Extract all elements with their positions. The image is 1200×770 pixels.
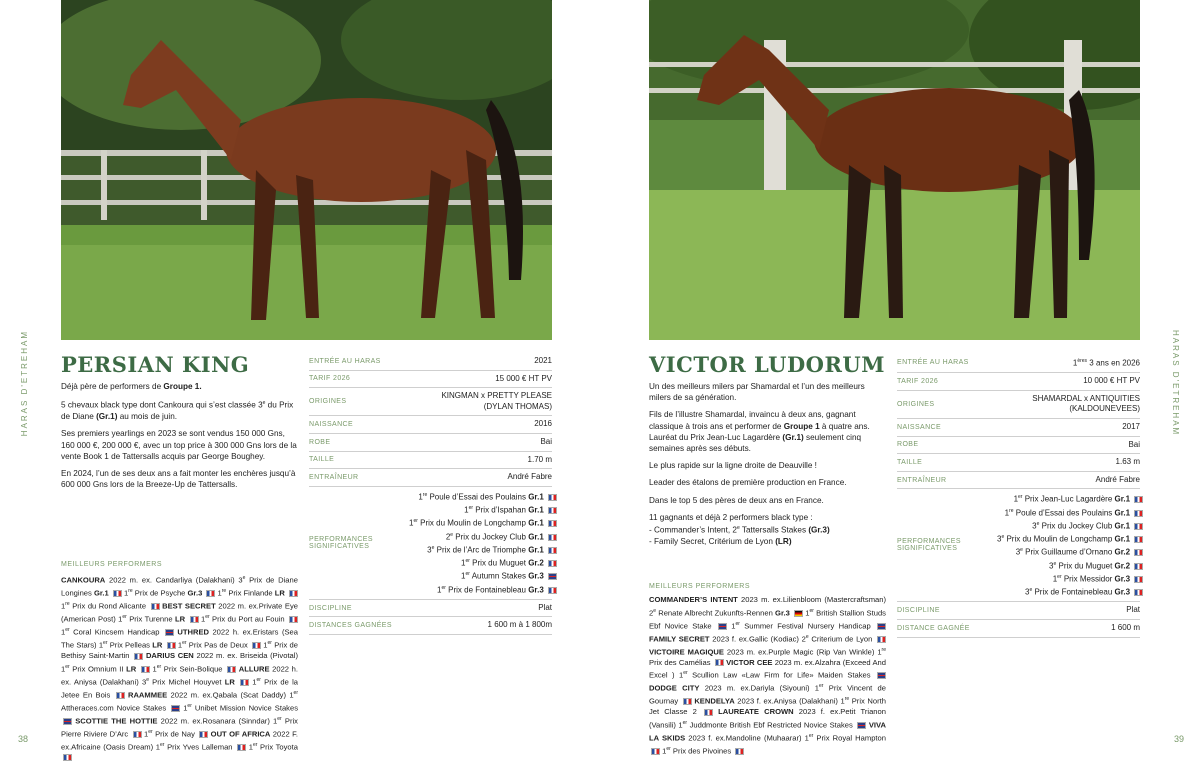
info-row: [309, 487, 552, 600]
info-key: ORIGINES: [897, 400, 935, 408]
stallion-name: VICTOR LUDORUM: [649, 352, 885, 377]
desc-paragraph: En 2024, l’un de ses deux ans a fait monter les enchères jusqu’à 600 000 Gns lors de la Breeze-Up de Tattersalls.: [61, 468, 296, 490]
info-value: 1.70 m: [527, 454, 552, 464]
info-row: [309, 388, 552, 416]
info-key: DISCIPLINE: [897, 607, 940, 615]
info-table: [897, 353, 1140, 638]
info-value: André Fabre: [507, 472, 552, 482]
info-row: [897, 437, 1140, 455]
info-value: 1er Prix Jean-Luc Lagardère Gr.1 1re Poule d’Essai des Poulains Gr.1 3e Prix du Jockey Club Gr.1 3e Prix du Moulin de Longchamp Gr.1 3e Prix Guillaume d’Ornano Gr.2 3e Prix du Muguet Gr.2 1er Prix Messidor Gr.3 3e Prix de Fontainebleau Gr.3: [997, 492, 1143, 598]
info-value: SHAMARDAL x ANTIQUITIES (KALDOUNEVEES): [1032, 393, 1140, 414]
info-value: KINGMAN x PRETTY PLEASE (DYLAN THOMAS): [441, 391, 552, 411]
horse-photo-illustration: [61, 0, 552, 340]
info-row: [309, 452, 552, 470]
description: [61, 381, 298, 496]
info-value: 1.63 m: [1115, 457, 1140, 467]
info-row: [897, 391, 1140, 419]
info-key: ENTRÉE AU HARAS: [309, 357, 381, 365]
desc-paragraph: 11 gagnants et déjà 2 performers black type : - Commander’s Intent, 2e Tattersalls Stakes (Gr.3) - Family Secret, Critérium de Lyon (LR): [649, 512, 830, 546]
info-row: [309, 353, 552, 371]
info-row: [309, 617, 552, 635]
info-key: ORIGINES: [309, 398, 347, 406]
info-value: Plat: [1126, 605, 1140, 615]
info-row: [897, 489, 1140, 602]
page-number: 38: [18, 734, 29, 744]
info-key: PERFORMANCES SIGNIFICATIVES: [897, 538, 961, 553]
horse-photo: [649, 0, 1140, 340]
best-performers-heading: MEILLEURS PERFORMERS: [61, 561, 163, 568]
best-performers-heading: MEILLEURS PERFORMERS: [649, 583, 751, 590]
desc-paragraph: Ses premiers yearlings en 2023 se sont vendus 150 000 Gns, 160 000 €, 200 000 €, avec un top price à 300 000 Gns lors de la vente Book 1 de Tattersalls acquis par George Boughey.: [61, 429, 297, 461]
info-row: [897, 620, 1140, 638]
info-key: TAILLE: [309, 456, 335, 464]
desc-paragraph: 5 chevaux black type dont Cankoura qui s’est classée 3e du Prix de Diane (Gr.1) au mois de juin.: [61, 400, 294, 422]
info-row: [897, 419, 1140, 437]
info-row: [897, 602, 1140, 620]
info-key: NAISSANCE: [309, 421, 354, 429]
info-row: [309, 371, 552, 389]
info-value: 2021: [534, 356, 552, 365]
info-value: 2016: [534, 419, 552, 429]
stallion-name: PERSIAN KING: [61, 352, 250, 377]
info-value: Bai: [540, 436, 552, 446]
info-key: ROBE: [897, 441, 919, 449]
info-row: [309, 434, 552, 452]
info-value: 1re Poule d’Essai des Poulains Gr.1 1er Prix d’Ispahan Gr.1 1er Prix du Moulin de Longchamp Gr.1 2e Prix du Jockey Club Gr.1 3e Prix de l’Arc de Triomphe Gr.1 1er Prix du Muguet Gr.2 1er Autumn Stakes Gr.3 1er Prix de Fontainebleau Gr.3: [409, 490, 557, 596]
best-performers-list: CANKOURA 2022 m. ex. Candarliya (Dalakhani) 3e Prix de Diane Longines Gr.1 1re Prix de Psyche Gr.3 1re Prix Finlande LR 1re Prix du Rond Alicante BEST SECRET 2022 m. ex.Private Eye (American Post) 1er Prix Turenne LR 1er Prix du Port au Fouin 1er Coral Kincsem Handicap UTHRED 2022 h. ex.Eristars (Sea The Stars) 1er Prix Pelleas LR 1er Prix Pas de Deux 1er Prix de Bethisy Saint-Martin DARIUS CEN 2022 m. ex. Briseida (Pivotal) 1er Prix Omnium II LR 1er Prix Sein-Bolique ALLURE 2022 h. ex. Aniysa (Dalakhani) 3e Prix Michel Houyvet LR 1er Prix de la Jetee En Bois RAAMMEE 2022 m. ex.Qabala (Scat Daddy) 1er Attheraces.com Novice Stakes 1er Unibet Mission Novice Stakes SCOTTIE THE HOTTIE 2022 m. ex.Rosanara (Sinndar) 1er Prix Pierre Riviere D’Arc 1er Prix de Nay OUT OF AFRICA 2022 F. ex.Africaine (Oasis Dream) 1er Prix Yves Lalleman 1er Prix Toyota: [61, 573, 298, 763]
info-key: TARIF 2026: [897, 378, 939, 386]
info-row: [897, 373, 1140, 391]
info-value: 10 000 € HT PV: [1083, 376, 1140, 386]
desc-paragraph: Dans le top 5 des pères de deux ans en France.: [649, 495, 824, 505]
info-key: ENTRÉE AU HARAS: [897, 359, 969, 367]
side-label: HARAS D'ETREHAM: [1171, 330, 1180, 437]
horse-photo-illustration: [649, 0, 1140, 340]
desc-paragraph: Le plus rapide sur la ligne droite de Deauville !: [649, 461, 817, 471]
info-key: DISCIPLINE: [309, 604, 352, 612]
info-row: [897, 472, 1140, 490]
info-value: 2017: [1122, 422, 1140, 432]
info-row: [309, 600, 552, 618]
info-value: 15 000 € HT PV: [495, 373, 552, 383]
info-value: Bai: [1128, 439, 1140, 449]
desc-paragraph: Un des meilleurs milers par Shamardal et l’un des meilleurs milers de sa génération.: [649, 382, 865, 403]
info-key: ROBE: [309, 438, 331, 446]
desc-paragraph: Déjà père de performers de Groupe 1.: [61, 382, 202, 391]
info-key: TAILLE: [897, 459, 923, 467]
page-number: 39: [1173, 734, 1184, 744]
info-key: ENTRAÎNEUR: [309, 473, 359, 481]
info-row: [309, 416, 552, 434]
info-key: ENTRAÎNEUR: [897, 476, 947, 484]
info-row: [897, 454, 1140, 472]
side-label: HARAS D'ETREHAM: [20, 330, 29, 437]
desc-paragraph: Leader des étalons de première production en France.: [649, 478, 847, 488]
description: [649, 381, 886, 553]
info-value: 1ères 3 ans en 2026: [1072, 358, 1140, 368]
info-table: [309, 353, 552, 635]
info-value: Plat: [538, 602, 552, 612]
best-performers-list: COMMANDER’S INTENT 2023 m. ex.Lilienbloom (Mastercraftsman) 2e Renate Albrecht Zukunfts-Rennen Gr.3 1er British Stallion Studs Ebf Novice Stake 1er Summer Festival Nursery Handicap FAMILY SECRET 2023 f. ex.Gallic (Kodiac) 2e Criterium de Lyon VICTOIRE MAGIQUE 2023 m. ex.Purple Magic (Rip Van Winkle) 1re Prix des Camélias VICTOR CEE 2023 m. ex.Alzahra (Exceed And Excel ) 1er Scullion Law «Law Firm for Life» Maiden Stakes DODGE CITY 2023 m. ex.Dariyla (Siyouni) 1er Prix Vincent de Gournay KENDELYA 2023 f. ex.Aniysa (Dalakhani) 1re Prix North Jet Classe 2 LAUREATE CROWN 2023 f. ex.Petit Trianon (Vansili) 1er Juddmonte British Ebf Restricted Novice Stakes VIVA LA SKIDS 2023 f. ex.Mandoline (Muhaarar) 1er Prix Royal Hampton 1er Prix des Pivoines: [649, 595, 887, 756]
info-row: [897, 353, 1140, 373]
info-key: DISTANCE GAGNÉE: [897, 624, 970, 632]
info-value: André Fabre: [1095, 474, 1140, 484]
info-value: 1 600 m à 1 800m: [487, 620, 552, 630]
horse-photo: [61, 0, 552, 340]
info-key: PERFORMANCES SIGNIFICATIVES: [309, 535, 373, 550]
info-key: TARIF 2026: [309, 375, 351, 383]
right-page: [600, 0, 1200, 770]
desc-paragraph: Fils de l’illustre Shamardal, invaincu à deux ans, gagnant classique à trois ans et performer de Groupe 1 à quatre ans. Lauréat du Prix Jean-Luc Lagardère (Gr.1) seulement cinq semaines après ses débuts.: [649, 410, 870, 454]
info-key: NAISSANCE: [897, 423, 942, 431]
info-key: DISTANCES GAGNÉES: [309, 622, 392, 630]
info-value: 1 600 m: [1111, 623, 1140, 632]
info-row: [309, 469, 552, 487]
